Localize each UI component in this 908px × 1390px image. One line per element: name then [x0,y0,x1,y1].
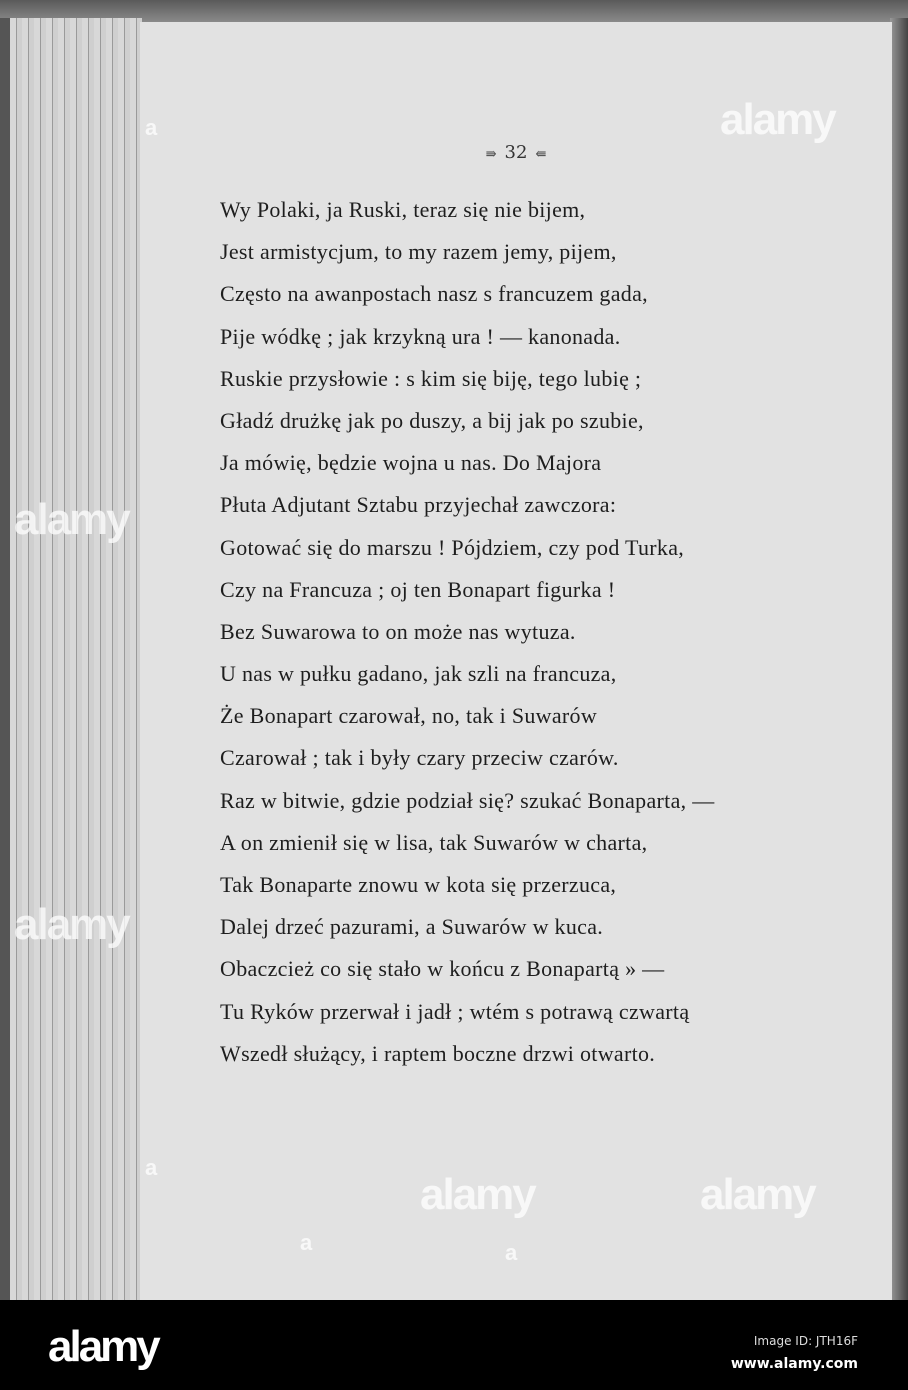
text-line: A on zmienił się w lisa, tak Suwarów w charta, [220,829,648,855]
watermark-logo: alamy [700,1170,815,1219]
watermark-logo: alamy [420,1170,535,1219]
page-number: 32 [504,142,528,163]
ornament-right-icon: ⇚ [535,147,547,162]
text-line: Często na awanpostach nasz s francuzem gada, [220,281,648,307]
book-right-edge [890,18,908,1300]
footer-bar [0,1300,908,1390]
watermark-mark: a [145,115,158,140]
footer-url[interactable]: www.alamy.com [730,1356,858,1372]
watermark-logo: alamy [14,900,129,949]
watermark-mark: a [145,1155,158,1180]
watermark-mark: a [300,1230,313,1255]
page-number-header [140,142,892,163]
poem-text [220,189,715,1075]
watermark-logo: alamy [14,495,129,544]
text-line: Tu Ryków przerwał i jadł ; wtém s potrawą czwartą [220,998,690,1024]
text-line: Płuta Adjutant Sztabu przyjechał zawczora: [220,492,617,518]
text-line: Gładź drużkę jak po duszy, a bij jak po szubie, [220,407,644,433]
text-line: Wy Polaki, ja Ruski, teraz się nie bijem, [220,197,586,222]
text-line: Czy na Francuza ; oj ten Bonapart figurka ! [220,576,616,602]
text-line: Tak Bonaparte znowu w kota się przerzuca, [220,872,617,897]
image-id: Image ID: JTH16F [753,1334,858,1348]
text-line: Wszedł służący, i raptem boczne drzwi otwarto. [220,1040,656,1066]
watermark-mark: a [505,1240,518,1265]
text-line: Że Bonapart czarował, no, tak i Suwarów [220,703,598,729]
text-line: Jest armistycjum, to my razem jemy, pijem, [220,239,617,265]
text-line: Pije wódkę ; jak krzykną ura ! — kanonada. [220,323,621,349]
book-page [140,22,892,1300]
text-line: Czarował ; tak i były czary przeciw czarów. [220,745,619,771]
text-line: Ruskie przysłowie : s kim się biję, tego lubię ; [220,365,642,391]
text-line: Bez Suwarowa to on może nas wytuza. [220,618,576,644]
footer-logo: alamy [48,1322,158,1371]
text-line: Raz w bitwie, gdzie podział się? szukać Bonaparta, — [220,787,715,813]
text-line: Dalej drzeć pazurami, a Suwarów w kuca. [220,914,604,940]
text-line: Gotować się do marszu ! Pójdziem, czy pod Turka, [220,534,685,560]
text-line: Ja mówię, będzie wojna u nas. Do Majora [220,450,602,476]
page-edges [10,18,142,1300]
watermark-logo: alamy [720,95,835,144]
ornament-left-icon: ⇛ [485,147,497,162]
text-line: U nas w pułku gadano, jak szli na francuza, [220,661,617,687]
text-line: Obaczcież co się stało w końcu z Bonapartą » — [220,956,665,982]
